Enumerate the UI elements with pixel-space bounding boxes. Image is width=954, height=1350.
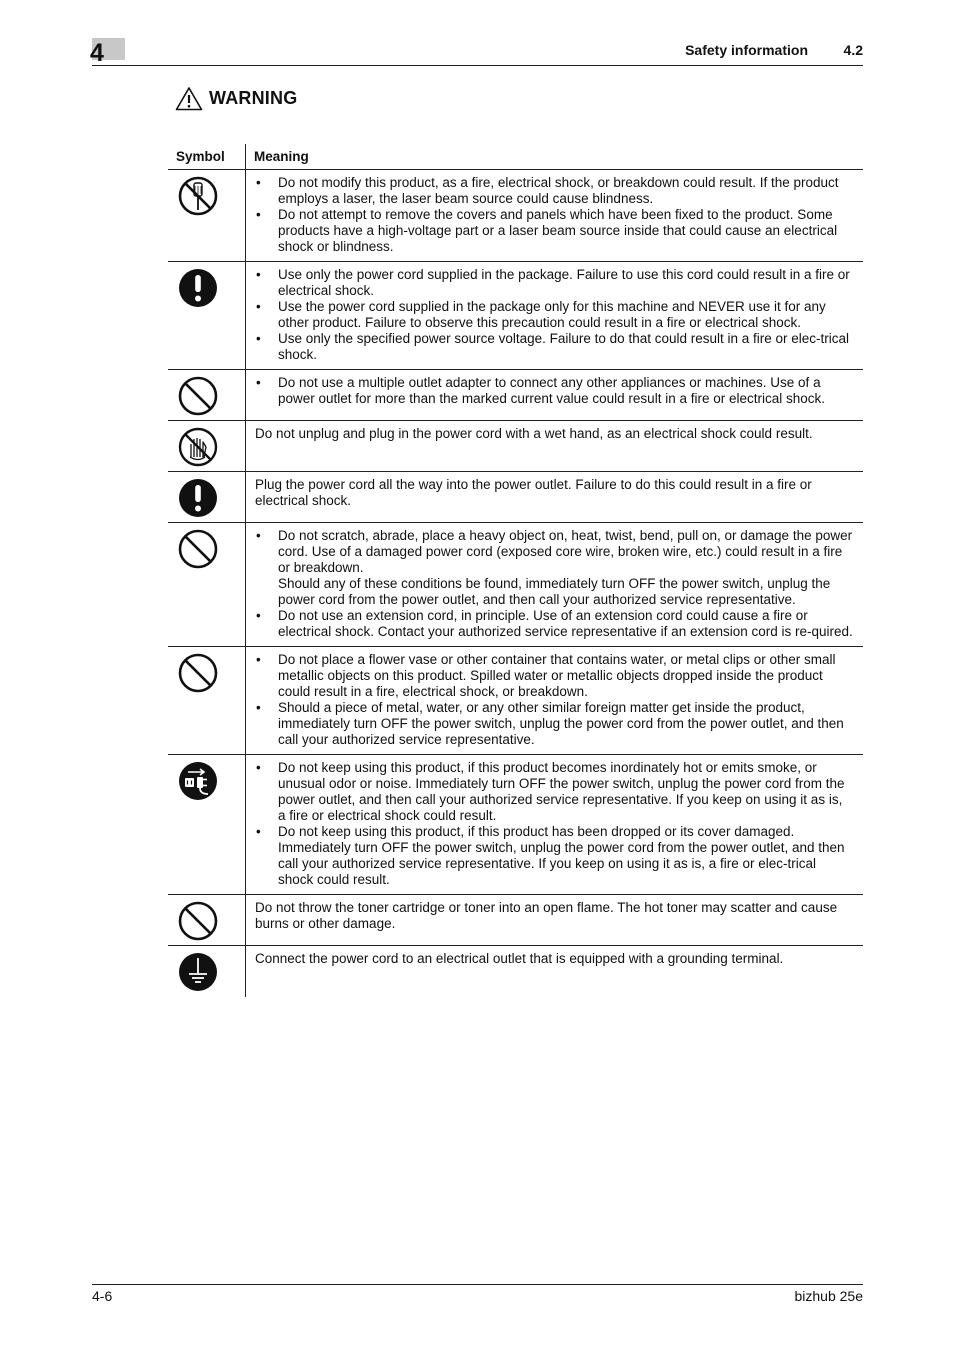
header-section: 4.2: [843, 42, 863, 58]
table-row: [168, 472, 863, 523]
chapter-number: 4: [90, 39, 104, 67]
unplug-icon: [178, 761, 245, 801]
table-row: [168, 946, 863, 998]
prohibition-icon: [178, 529, 245, 569]
list-item: • Do not place a flower vase or other container that contains water, or metal clips or other small metallic objects on this product. Spilled water or metallic objects dropped inside the product could result in a fire, electrical shock, or breakdown.: [255, 652, 853, 700]
table-header-row: [168, 144, 863, 170]
list-item: • Use only the power cord supplied in the package. Failure to use this cord could result in a fire or electrical shock.: [255, 267, 853, 299]
prohibition-icon: [178, 653, 245, 693]
prohibition-icon: [178, 376, 245, 416]
prohibition-icon: [178, 901, 245, 941]
warning-heading: [175, 86, 297, 111]
mandatory-action-icon: [178, 478, 245, 518]
page-number: 4-6: [92, 1288, 113, 1304]
table-row: [168, 421, 863, 472]
list-item: • Do not keep using this product, if this product becomes inordinately hot or emits smoke, or unusual odor or noise. Immediately turn OFF the power switch, unplug the power cord from the power outlet, and then call your authorized service representative. If you keep on using it as is, a fire or electrical shock could result.: [255, 760, 853, 824]
safety-table: [168, 144, 863, 997]
list-item: • Use the power cord supplied in the package only for this machine and NEVER use it for any other product. Failure to observe this precaution could result in a fire or electrical shock.: [255, 299, 853, 331]
table-row: [168, 647, 863, 755]
meaning-text: Connect the power cord to an electrical outlet that is equipped with a grounding terminal.: [255, 951, 784, 966]
bullet-text: Do not scratch, abrade, place a heavy object on, heat, twist, bend, pull on, or damage the power cord. Use of a damaged power cord (exposed core wire, broken wire, etc.) could result in a fire or breakdown.: [278, 528, 853, 575]
mandatory-action-icon: [178, 268, 245, 308]
meaning-text: Do not unplug and plug in the power cord with a wet hand, as an electrical shock could result.: [246, 421, 864, 472]
list-item: • Use only the specified power source voltage. Failure to do that could result in a fire or elec-trical shock.: [255, 331, 853, 363]
column-header-symbol: Symbol: [168, 144, 246, 170]
list-item: • Do not use a multiple outlet adapter to connect any other appliances or machines. Use of a power outlet for more than the marked current value could result in a fire or electrical shock.: [255, 375, 853, 407]
table-row: [168, 370, 863, 421]
ground-connection-icon: [178, 952, 245, 992]
meaning-text: Plug the power cord all the way into the power outlet. Failure to do this could result in a fire or electrical shock.: [246, 472, 864, 523]
no-disassembly-icon: [178, 176, 245, 216]
table-row: [168, 895, 863, 946]
product-name: bizhub 25e: [794, 1288, 863, 1304]
no-wet-hands-icon: [178, 427, 245, 467]
table-row: [168, 523, 863, 647]
warning-label: WARNING: [209, 88, 298, 108]
list-item: • Do not attempt to remove the covers and panels which have been fixed to the product. Some products have a high-voltage part or a laser beam source inside that could cause an electrical shock or blindness.: [255, 207, 853, 255]
list-item: • Do not use an extension cord, in principle. Use of an extension cord could cause a fire or electrical shock. Contact your authorized service representative if an extension cord is re-quired.: [255, 608, 853, 640]
list-item: • Do not keep using this product, if this product has been dropped or its cover damaged. Immediately turn OFF the power switch, unplug the power cord from the power outlet, and then call your authorized service representative. If you keep on using it as is, a fire or elec-trical shock could result.: [255, 824, 853, 888]
table-row: [168, 262, 863, 370]
warning-triangle-icon: [175, 86, 203, 111]
list-item: [255, 528, 853, 608]
table-row: [168, 755, 863, 895]
table-row: [168, 170, 863, 262]
column-header-meaning: Meaning: [246, 144, 864, 170]
meaning-text: Do not throw the toner cartridge or toner into an open flame. The hot toner may scatter and cause burns or other damage.: [246, 895, 864, 946]
header-title: Safety information: [685, 42, 808, 58]
list-item: • Should a piece of metal, water, or any other similar foreign matter get inside the product, immediately turn OFF the power switch, unplug the power cord from the power outlet, and then call your authorized service representative.: [255, 700, 853, 748]
list-item: • Do not modify this product, as a fire, electrical shock, or breakdown could result. If the product employs a laser, the laser beam source could cause blindness.: [255, 175, 853, 207]
header-rule: [92, 65, 863, 66]
bullet-continuation: Should any of these conditions be found, immediately turn OFF the power switch, unplug the power cord from the power outlet, and then call your authorized service representative.: [278, 576, 831, 607]
footer-rule: [92, 1284, 863, 1285]
